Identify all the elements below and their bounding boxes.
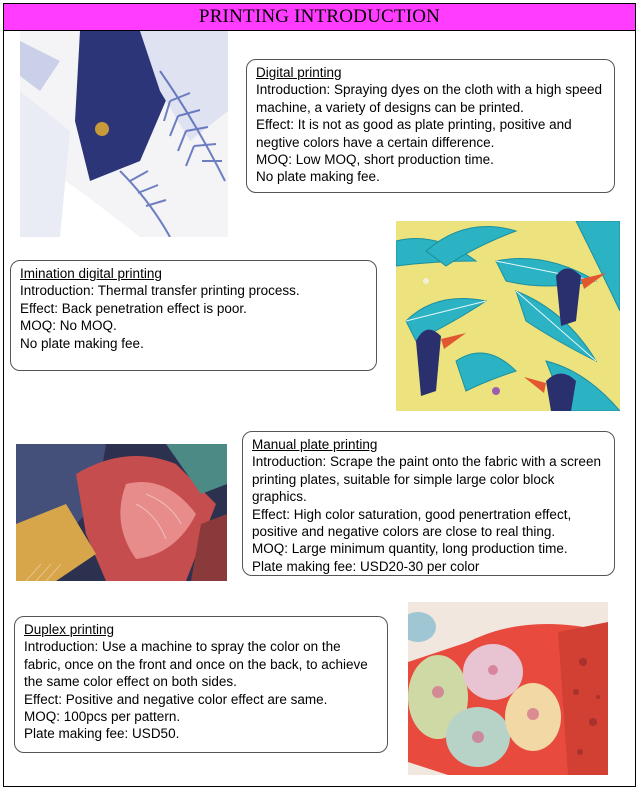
section-line: Introduction: Scrape the paint onto the fabric with a screen printing plates, suitable for simple large color block graphics. [252,454,605,505]
manual-plate-printing-photo [16,444,227,581]
section-line: Effect: Back penetration effect is poor. [20,300,247,316]
imination-digital-printing-photo [396,221,620,411]
section-line: Introduction: Use a machine to spray the color on the fabric, once on the front and once on the back, to achieve the same color effect on both sides. [24,639,372,690]
section-line: MOQ: No MOQ. [20,318,117,334]
digital-printing-photo [20,31,228,237]
digital-printing-card [246,59,615,193]
section-line: Introduction: Spraying dyes on the cloth with a high speed machine, a variety of designs can be printed. [256,82,606,115]
section-line: Plate making fee: USD50. [24,726,180,742]
section-line: MOQ: Large minimum quantity, long production time. [252,541,568,557]
section-title: Duplex printing [24,622,115,637]
duplex-printing-photo [408,602,608,775]
section-line: MOQ: 100pcs per pattern. [24,709,181,725]
page-title: PRINTING INTRODUCTION [4,4,635,31]
section-title: Imination digital printing [20,266,162,281]
duplex-printing-card [14,616,388,753]
imination-digital-printing-card [10,260,377,371]
section-line: Effect: It is not as good as plate printing, positive and negtive colors have a certain difference. [256,117,576,150]
section-title: Manual plate printing [252,437,378,452]
section-line: Effect: High color saturation, good penertration effect, positive and negative colors are close to real thing. [252,506,575,540]
manual-plate-printing-card [242,431,615,576]
section-line: MOQ: Low MOQ, short production time. [256,152,494,168]
section-line: Effect: Positive and negative color effect are same. [24,691,328,707]
section-title: Digital printing [256,65,342,80]
section-line: No plate making fee. [256,169,380,185]
section-line: No plate making fee. [20,335,144,351]
section-line: Introduction: Thermal transfer printing process. [20,283,300,299]
section-line: Plate making fee: USD20-30 per color [252,558,480,574]
